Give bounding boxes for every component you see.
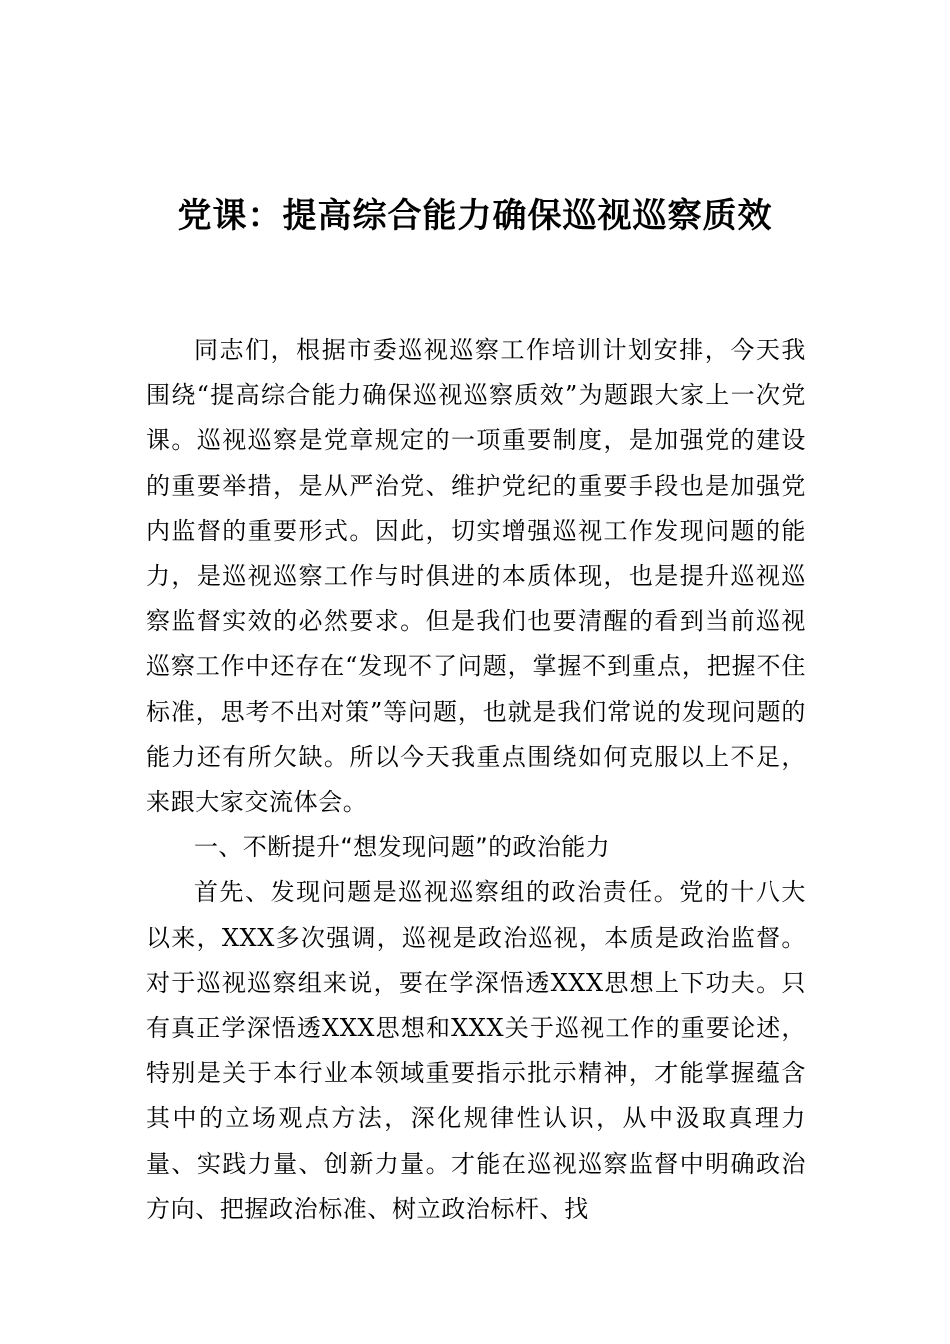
section-1-paragraph: 首先、发现问题是巡视巡察组的政治责任。党的十八大以来，XXX多次强调，巡视是政治巡视，本质是政治监督。对于巡视巡察组来说，要在学深悟透XXX思想上下功夫。只有真正学深悟透XXX思想和XXX关于巡视工作的重要论述，特别是关于本行业本领域重要指示批示精神，才能掌握蕴含其中的立场观点方法，深化规律性认识，从中汲取真理力量、实践力量、创新力量。才能在巡视巡察监督中明确政治方向、把握政治标准、树立政治标杆、找 [146, 878, 806, 1223]
document-title: 党课：提高综合能力确保巡视巡察质效 [177, 196, 773, 236]
section-heading-1: 一、不断提升“想发现问题”的政治能力 [194, 833, 611, 862]
document-body [146, 328, 806, 1232]
intro-paragraph: 同志们，根据市委巡视巡察工作培训计划安排，今天我围绕“提高综合能力确保巡视巡察质效”为题跟大家上一次党课。巡视巡察是党章规定的一项重要制度，是加强党的建设的重要举措，是从严治党、维护党纪的重要手段也是加强党内监督的重要形式。因此，切实增强巡视工作发现问题的能力，是巡视巡察工作与时俱进的本质体现，也是提升巡视巡察监督实效的必然要求。但是我们也要清醒的看到当前巡视巡察工作中还存在“发现不了问题，掌握不到重点，把握不住标准，思考不出对策”等问题，也就是我们常说的发现问题的能力还有所欠缺。所以今天我重点围绕如何克服以上不足，来跟大家交流体会。 [146, 336, 806, 817]
